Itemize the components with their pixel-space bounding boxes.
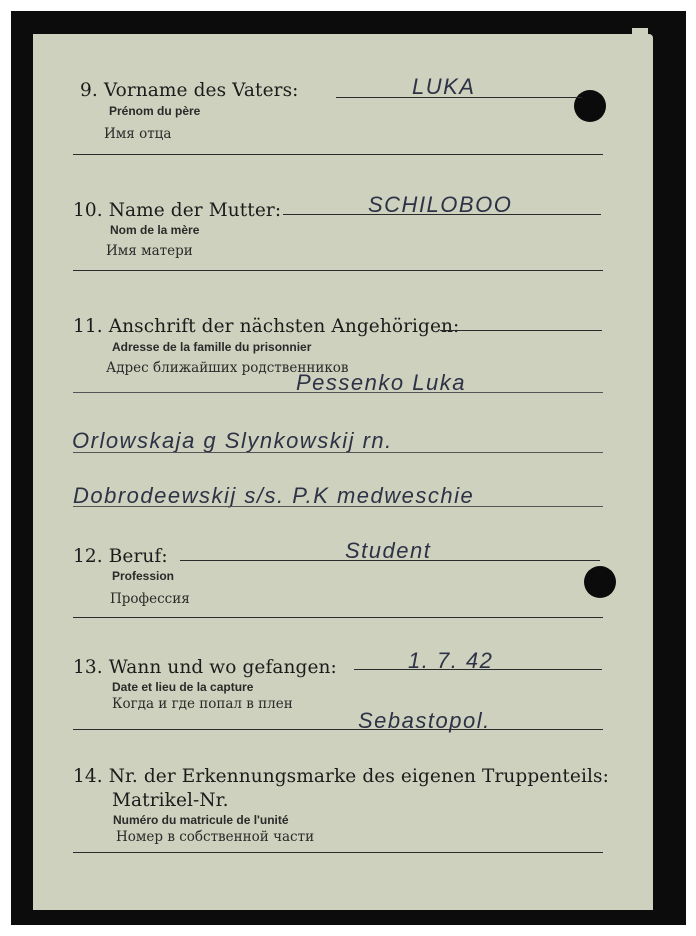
field-14-russian: Номер в собственной части [116,829,315,845]
field-9-french: Prénom du père [109,104,201,118]
field-11-label: 11. Anschrift der nächsten Angehörigen: [73,316,460,337]
field-10-russian: Имя матери [106,243,193,259]
punch-hole-bottom [584,566,616,598]
field-9-divider [73,154,603,155]
field-10-divider [73,270,603,271]
field-10-value: SCHILOBOO [368,192,513,217]
field-13-russian: Когда и где попал в плен [112,696,293,712]
field-11-rule-1 [73,392,603,393]
field-9-value: LUKA [412,74,476,99]
field-14-divider [73,852,603,853]
field-12-value: Student [345,538,432,563]
field-10-label: 10. Name der Mutter: [73,200,282,221]
field-12-russian: Профессия [110,591,190,607]
field-13-divider [73,729,603,730]
field-12-divider [73,617,603,618]
field-13-french: Date et lieu de la capture [112,680,254,694]
field-11-french: Adresse de la famille du prisonnier [112,340,312,354]
field-12-french: Profession [112,569,175,583]
field-13-date: 1. 7. 42 [408,648,494,673]
field-10-french: Nom de la mère [110,223,200,237]
field-12-label: 12. Beruf: [73,546,168,567]
field-14-label: 14. Nr. der Erkennungsmarke des eigenen Truppenteils: [73,766,609,787]
field-11-russian: Адрес ближайших родственников [106,360,349,376]
field-13-label: 13. Wann und wo gefangen: [73,657,337,678]
field-11-rule-2 [73,452,603,453]
punch-hole-top [574,90,606,122]
field-11-rule-3 [73,506,603,507]
field-14-label-2: Matrikel-Nr. [112,790,229,811]
field-11-address-line-2: Orlowskaja g Slynkowskij rn. [72,428,393,453]
field-13-place: Sebastopol. [358,708,491,733]
field-14-french: Numéro du matricule de l'unité [113,813,289,827]
field-11-address-line-1: Pessenko Luka [296,370,466,395]
field-9-russian: Имя отца [104,126,172,142]
field-9-label: 9. Vorname des Vaters: [80,80,299,101]
field-11-line [440,330,602,331]
field-11-address-line-3: Dobrodeewskij s/s. P.K medweschie [73,483,475,508]
